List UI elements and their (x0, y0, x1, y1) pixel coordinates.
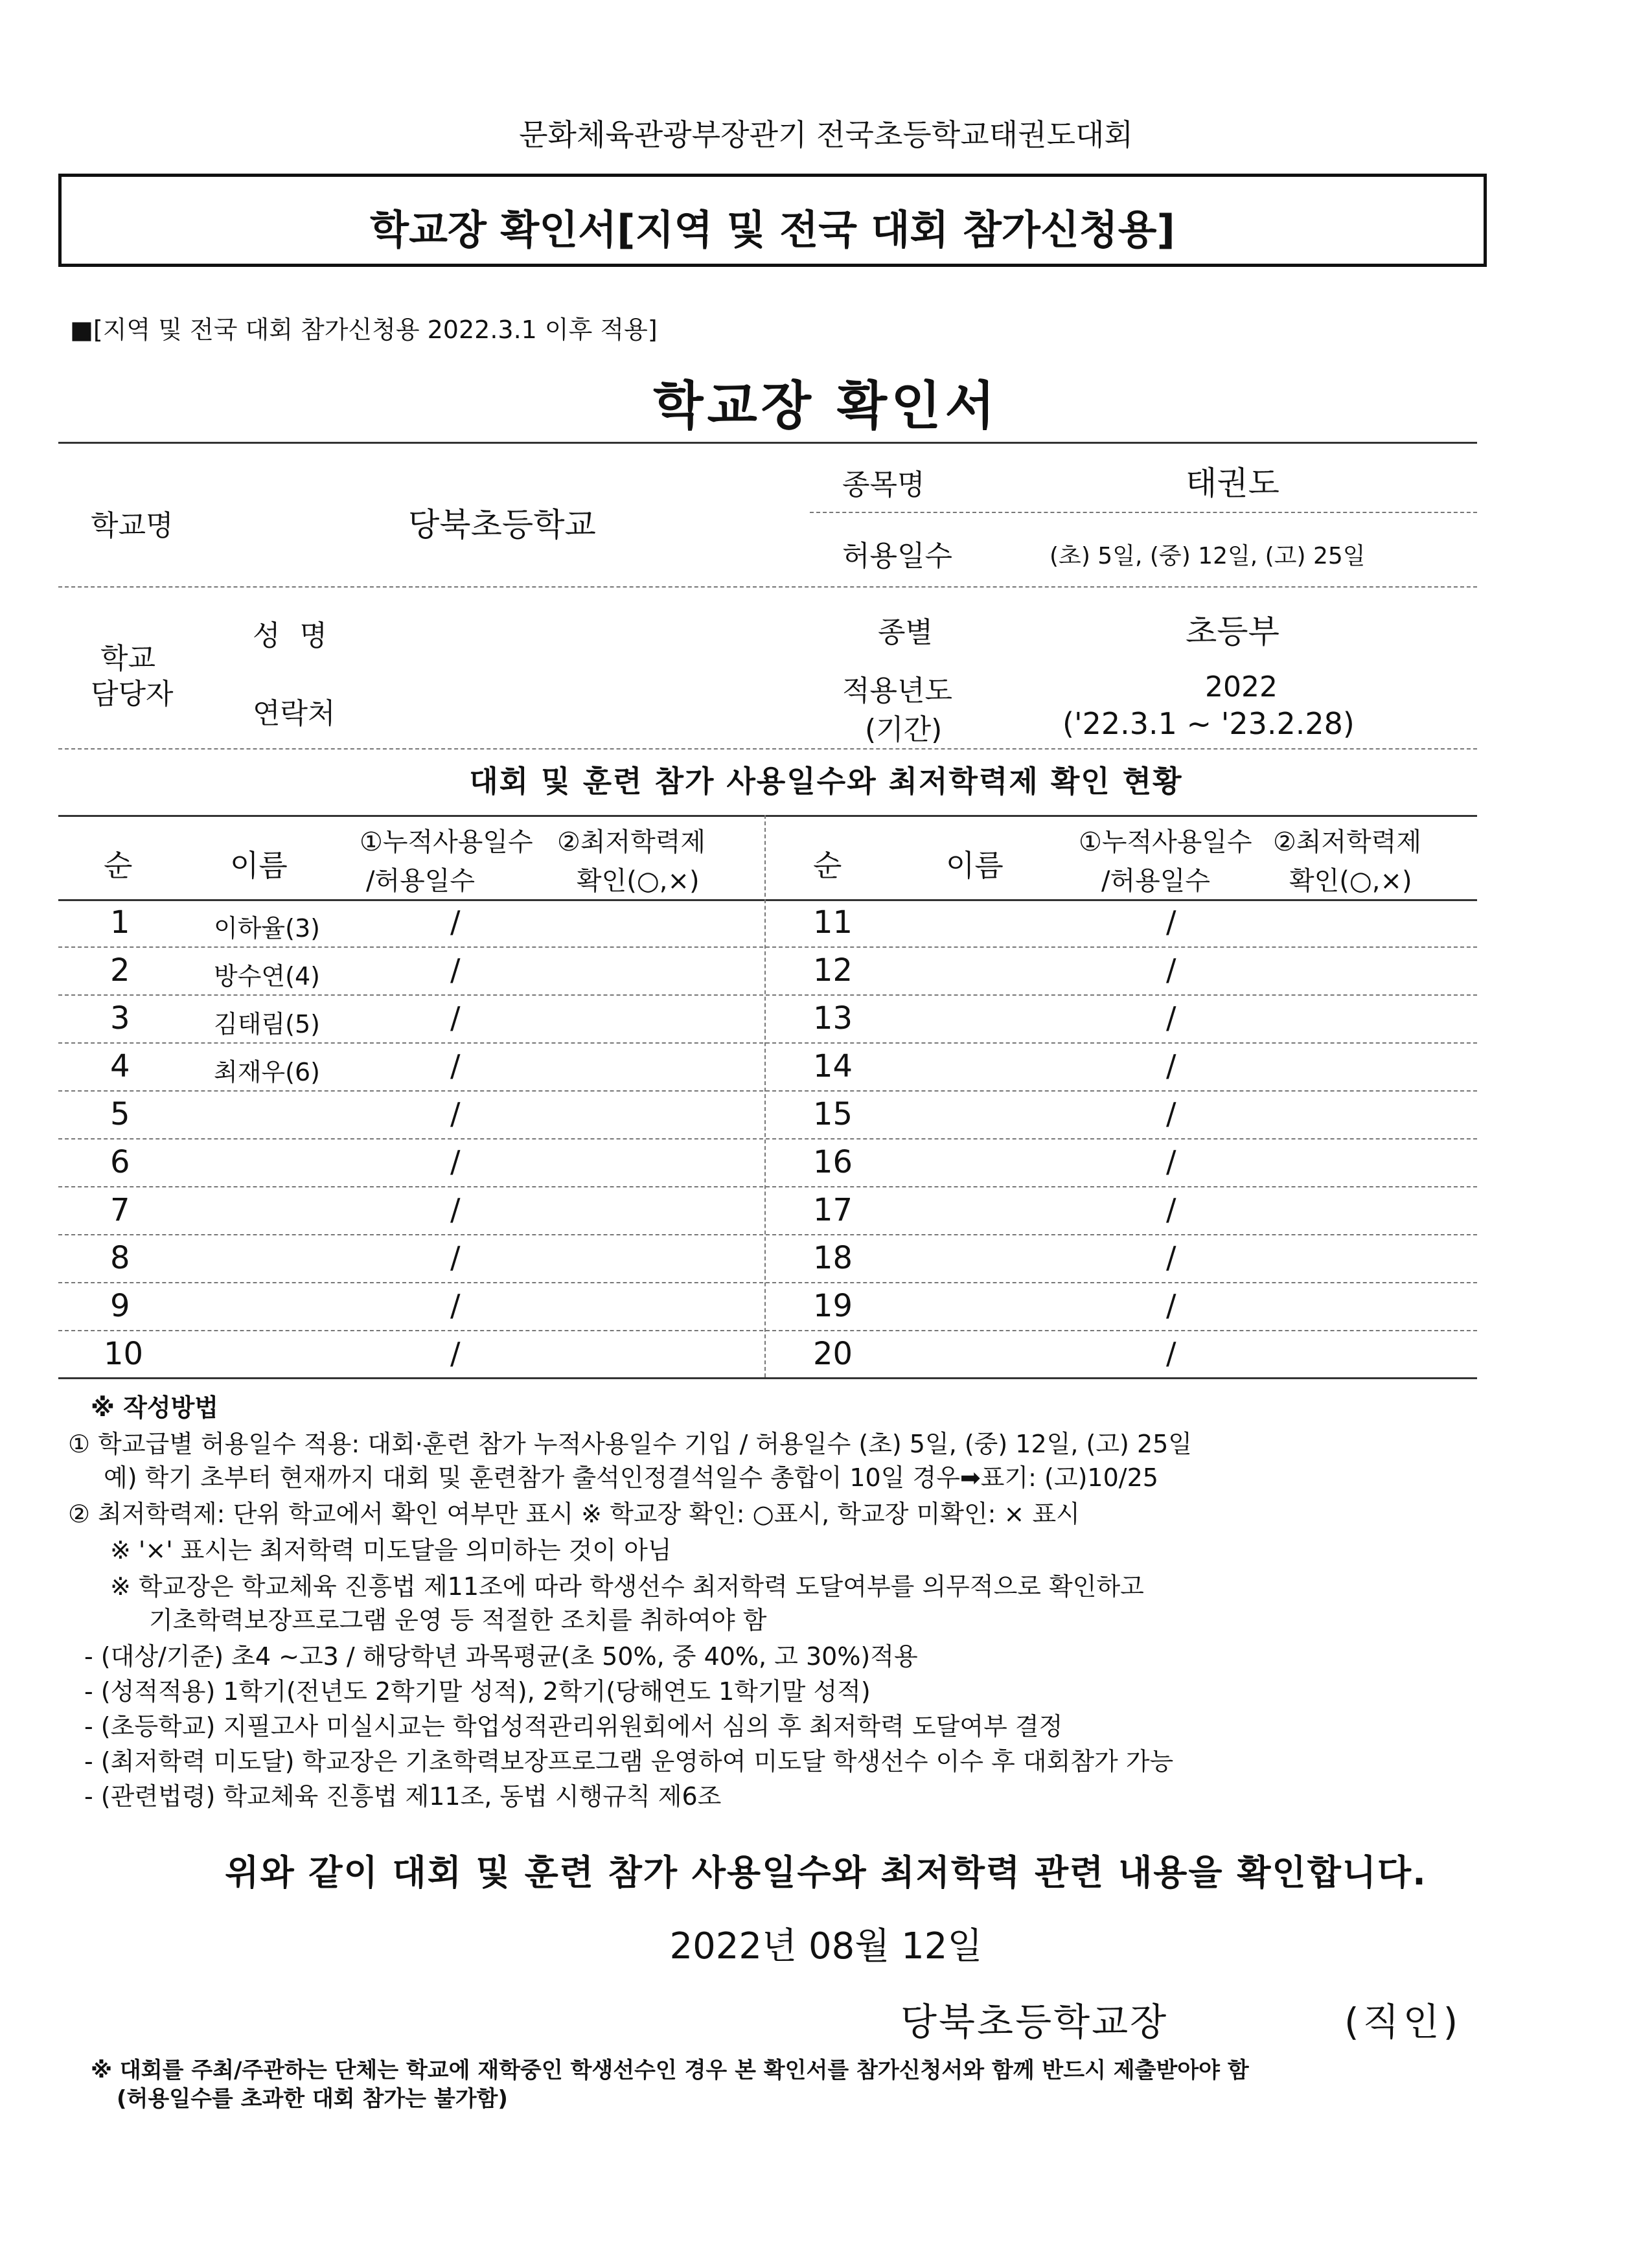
school-value: 당북초등학교 (408, 506, 596, 544)
manager-label-1: 학교 (100, 642, 156, 675)
row-divider (58, 1090, 1477, 1092)
row-slash: / (1166, 1192, 1176, 1227)
row-no: 7 (110, 1192, 130, 1228)
row-divider (58, 1330, 1477, 1331)
row-no: 6 (110, 1144, 130, 1180)
period-label: (기간) (865, 713, 943, 746)
method-line: - (초등학교) 지필고사 미실시교는 학업성적관리위원회에서 심의 후 최저학력 도달여부 결정 (84, 1712, 1063, 1741)
row-slash: / (1166, 1336, 1176, 1371)
period-value: ('22.3.1 ~ '23.2.28) (1062, 706, 1355, 741)
confirmation-statement: 위와 같이 대회 및 훈련 참가 사용일수와 최저학력 관련 내용을 확인합니다. (225, 1852, 1427, 1893)
row-no: 9 (110, 1288, 130, 1324)
issue-date: 2022년 08월 12일 (669, 1925, 983, 1967)
col-check-left-2: 확인(○,×) (577, 866, 700, 896)
method-line: 예) 학기 초부터 현재까지 대회 및 훈련참가 출석인정결석일수 총합이 10일 경우➡표기: (고)10/25 (104, 1463, 1158, 1492)
col-days-left-2: /허용일수 (366, 866, 476, 896)
document-title: 학교장 확인서 (653, 376, 999, 436)
method-line: ① 학교급별 허용일수 적용: 대회·훈련 참가 누적사용일수 기입 / 허용일수 (초) 5일, (중) 12일, (고) 25일 (68, 1430, 1193, 1458)
method-line: 기초학력보장프로그램 운영 등 적절한 조치를 취하여야 함 (149, 1606, 767, 1634)
method-line: ※ 학교장은 학교체육 진흥법 제11조에 따라 학생선수 최저학력 도달여부를 의무적으로 확인하고 (110, 1572, 1144, 1601)
row-slash: / (1166, 1240, 1176, 1275)
col-days-right-2: /허용일수 (1101, 866, 1211, 896)
principal-signature: 당북초등학교장 (901, 2000, 1169, 2044)
col-no-right: 순 (813, 848, 842, 883)
row-no: 17 (813, 1192, 853, 1228)
info-bottom-border (58, 748, 1477, 750)
row-slash: / (1166, 904, 1176, 939)
row-name: 방수연(4) (214, 962, 320, 991)
row-no: 12 (813, 952, 853, 989)
row-slash: / (450, 904, 461, 939)
info-divider-sport (810, 512, 1477, 513)
row-no: 8 (110, 1240, 130, 1276)
category-value: 초등부 (1186, 613, 1279, 650)
row-no: 5 (110, 1096, 130, 1132)
row-divider (58, 1042, 1477, 1044)
contact-label: 연락처 (253, 697, 336, 730)
row-slash: / (1166, 1288, 1176, 1323)
row-slash: / (1166, 1144, 1176, 1179)
stats-center-divider (764, 815, 766, 1377)
col-no-left: 순 (104, 848, 133, 883)
row-no: 3 (110, 1000, 130, 1037)
method-heading: ※ 작성방법 (91, 1393, 219, 1422)
row-slash: / (450, 1144, 461, 1179)
row-name: 이하율(3) (214, 914, 320, 943)
category-label: 종별 (878, 616, 934, 649)
stats-title: 대회 및 훈련 참가 사용일수와 최저학력제 확인 현황 (469, 764, 1183, 799)
stats-header-border (58, 899, 1477, 901)
col-name-right: 이름 (946, 848, 1004, 883)
row-no: 18 (813, 1240, 853, 1276)
col-days-right-1: ①누적사용일수 (1079, 827, 1252, 857)
row-slash: / (1166, 1096, 1176, 1131)
row-no: 16 (813, 1144, 853, 1180)
sport-value: 태권도 (1186, 464, 1279, 502)
col-name-left: 이름 (230, 848, 288, 883)
sport-label: 종목명 (842, 468, 925, 501)
row-no: 19 (813, 1288, 853, 1324)
col-check-right-1: ②최저학력제 (1273, 827, 1422, 857)
row-slash: / (1166, 1048, 1176, 1083)
row-slash: / (450, 1048, 461, 1083)
row-no: 2 (110, 952, 130, 989)
year-value: 2022 (1205, 670, 1278, 704)
row-divider (58, 946, 1477, 948)
method-line: - (성적적용) 1학기(전년도 2학기말 성적), 2학기(당해연도 1학기말 성적) (84, 1677, 871, 1706)
row-slash: / (450, 952, 461, 987)
row-slash: / (450, 1288, 461, 1323)
row-no: 1 (110, 904, 130, 941)
allowed-days-label: 허용일수 (842, 540, 953, 573)
stats-bottom-border (58, 1377, 1477, 1379)
row-slash: / (450, 1240, 461, 1275)
method-line: ② 최저학력제: 단위 학교에서 확인 여부만 표시 ※ 학교장 확인: ○표시, 학교장 미확인: × 표시 (68, 1500, 1080, 1528)
info-top-border (58, 442, 1477, 444)
row-no: 15 (813, 1096, 853, 1132)
footnote-line-2: (허용일수를 초과한 대회 참가는 불가함) (117, 2086, 508, 2112)
competition-title: 문화체육관광부장관기 전국초등학교태권도대회 (519, 117, 1133, 152)
row-name: 최재우(6) (214, 1058, 320, 1086)
col-check-left-1: ②최저학력제 (557, 827, 706, 857)
row-divider (58, 994, 1477, 996)
row-slash: / (450, 1336, 461, 1371)
row-slash: / (1166, 1000, 1176, 1035)
row-no: 14 (813, 1048, 853, 1084)
info-divider-school (58, 586, 1477, 588)
form-title: 학교장 확인서[지역 및 전국 대회 참가신청용] (370, 206, 1175, 253)
row-divider (58, 1234, 1477, 1235)
name-label: 성 명 (253, 619, 332, 652)
row-no: 13 (813, 1000, 853, 1037)
footnote-line-1: ※ 대회를 주최/주관하는 단체는 학교에 재학중인 학생선수인 경우 본 확인서를 참가신청서와 함께 반드시 제출받아야 함 (91, 2057, 1249, 2083)
row-slash: / (450, 1096, 461, 1131)
official-seal: (직인) (1344, 2000, 1462, 2044)
manager-label-2: 담당자 (91, 678, 174, 711)
apply-note: ■[지역 및 전국 대회 참가신청용 2022.3.1 이후 적용] (70, 315, 658, 344)
row-divider (58, 1138, 1477, 1140)
row-divider (58, 1186, 1477, 1187)
school-label: 학교명 (91, 509, 174, 542)
row-no: 11 (813, 904, 853, 941)
allowed-days-value: (초) 5일, (중) 12일, (고) 25일 (1050, 543, 1366, 569)
row-slash: / (450, 1192, 461, 1227)
year-label: 적용년도 (842, 674, 953, 707)
row-slash: / (1166, 952, 1176, 987)
method-line: ※ '×' 표시는 최저학력 미도달을 의미하는 것이 아님 (110, 1536, 672, 1564)
row-name: 김태림(5) (214, 1010, 320, 1038)
method-line: - (최저학력 미도달) 학교장은 기초학력보장프로그램 운영하여 미도달 학생선수 이수 후 대회참가 가능 (84, 1747, 1174, 1776)
row-divider (58, 1282, 1477, 1283)
stats-top-border (58, 815, 1477, 817)
col-check-right-2: 확인(○,×) (1289, 866, 1412, 896)
form-title-box (58, 174, 1487, 267)
method-line: - (대상/기준) 초4 ~고3 / 해당학년 과목평균(초 50%, 중 40%, 고 30%)적용 (84, 1642, 918, 1671)
col-days-left-1: ①누적사용일수 (360, 827, 533, 857)
row-no: 20 (813, 1336, 853, 1372)
row-no: 10 (104, 1336, 144, 1372)
row-no: 4 (110, 1048, 130, 1084)
row-slash: / (450, 1000, 461, 1035)
method-line: - (관련법령) 학교체육 진흥법 제11조, 동법 시행규칙 제6조 (84, 1782, 722, 1811)
